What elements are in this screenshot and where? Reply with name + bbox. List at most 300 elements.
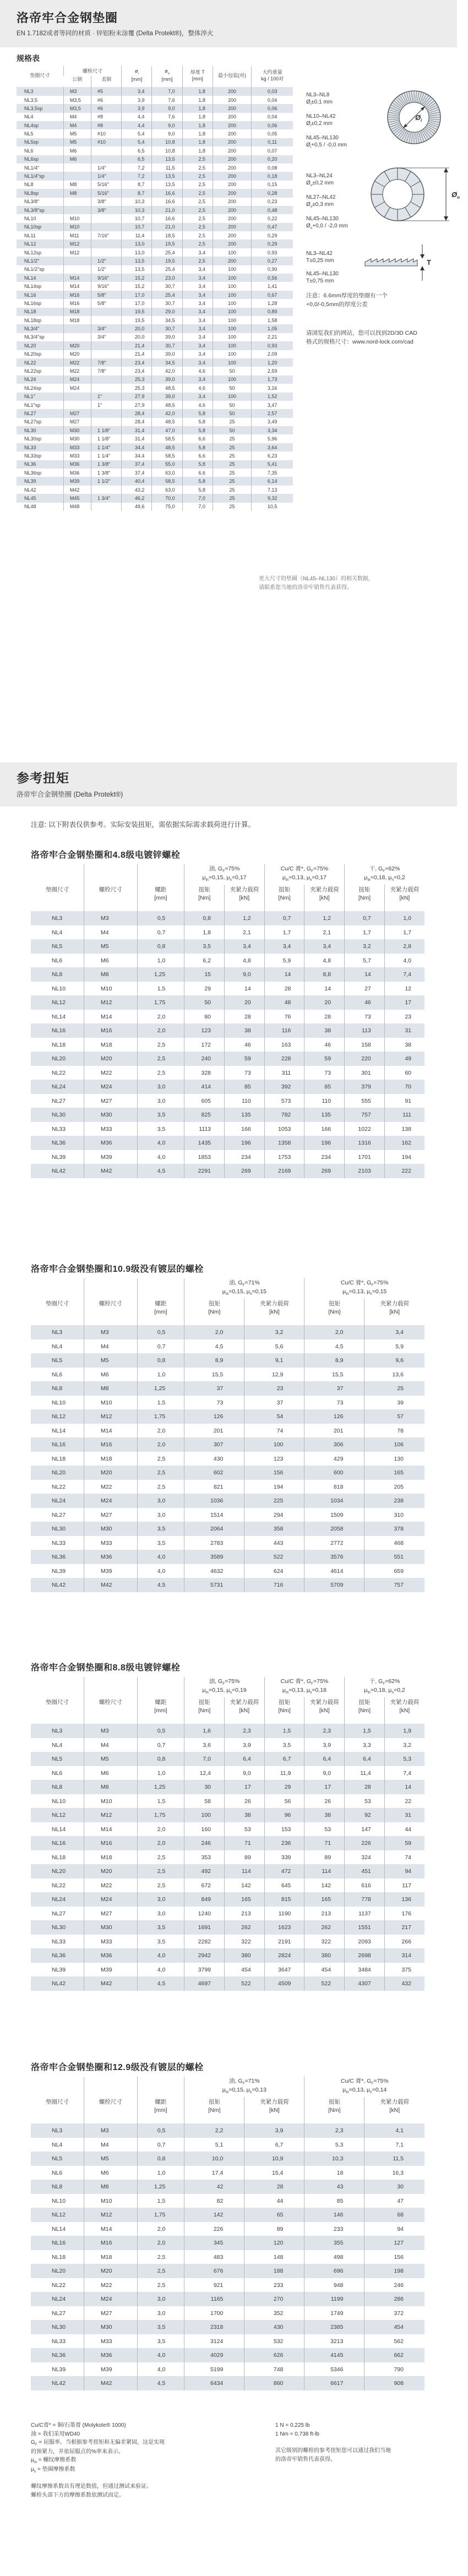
cell: 3,4 — [182, 324, 213, 333]
cell: 4,1 — [364, 2123, 425, 2138]
cell: 4,5 — [304, 1339, 364, 1354]
cell: 85 — [304, 2194, 364, 2208]
cell: 262 — [304, 1920, 345, 1935]
cell: 12,9 — [244, 1368, 304, 1382]
cell: 25 — [213, 486, 251, 494]
cell: 2,5 — [137, 1850, 184, 1865]
cell: 49,6 — [122, 503, 152, 511]
cell: 3,4 — [182, 341, 213, 350]
cell: 3799 — [184, 1963, 225, 1977]
cell: M4 — [84, 2138, 138, 2152]
cell: 2,5 — [182, 223, 213, 231]
cell: NL33 — [24, 444, 36, 450]
cell — [63, 393, 91, 401]
cell: 3,4 — [182, 291, 213, 299]
cell: 46 — [225, 1038, 265, 1052]
table-row — [31, 1466, 425, 1480]
table-row — [31, 1325, 425, 1339]
cell: 522 — [225, 1976, 265, 1991]
cell: 1,75 — [137, 2208, 184, 2222]
cell: 85 — [304, 1080, 345, 1094]
cell: 2,5 — [137, 1878, 184, 1893]
table-row — [31, 1038, 425, 1052]
cell: 49 — [384, 1052, 425, 1066]
table-row — [31, 1164, 425, 1178]
cell: 166 — [225, 1122, 265, 1136]
table-row — [31, 2194, 425, 2208]
cell: 3576 — [304, 1550, 364, 1564]
table-row — [17, 393, 293, 401]
cell: NL22 — [52, 1483, 66, 1490]
cell: 21,4 — [122, 341, 152, 350]
cell: M16 — [63, 299, 91, 307]
cell: NL22 — [52, 1069, 66, 1076]
cell: M27 — [84, 2306, 138, 2321]
cell: 3,2 — [244, 1325, 304, 1339]
cell: 37 — [304, 1381, 364, 1396]
cell: 18 — [304, 2166, 364, 2180]
cell: 50 — [184, 995, 225, 1010]
col-header-clamp-load: 夹紧力载荷 [kN] — [384, 885, 425, 911]
cell: 0,93 — [252, 248, 293, 257]
cell: NL8 — [52, 971, 63, 978]
cell: 1,8 — [182, 96, 213, 104]
cell: NL5sp — [24, 139, 39, 145]
cell: 3,4 — [182, 308, 213, 316]
cell: 234 — [225, 1150, 265, 1164]
cell: 205 — [364, 1480, 425, 1494]
cell: 246 — [184, 1836, 225, 1850]
cell: 14 — [264, 967, 304, 982]
cell: 3,0 — [137, 1094, 184, 1108]
cell: 10,3 — [122, 206, 152, 214]
cell: 200 — [213, 181, 251, 189]
cell: 6,4 — [304, 1752, 345, 1766]
cell: M14 — [63, 282, 91, 290]
table-row — [31, 2180, 425, 2194]
cell: 246 — [364, 2278, 425, 2292]
table-row — [17, 341, 293, 350]
cell: 38 — [304, 1808, 345, 1822]
cell: 4,8 — [304, 954, 345, 968]
cell: NL1/2″sp — [24, 266, 45, 273]
cell: 306 — [304, 1437, 364, 1452]
cell: 2,3 — [304, 1724, 345, 1738]
cell: 4,0 — [137, 2348, 184, 2362]
cell: 2,0 — [137, 1822, 184, 1837]
cell: 4,0 — [137, 1564, 184, 1578]
cell: NL1/4″ — [24, 165, 40, 171]
cell: NL24 — [52, 1497, 66, 1505]
table-row — [31, 1766, 425, 1780]
cell: 165 — [304, 1892, 345, 1907]
cell: NL20 — [52, 2268, 66, 2275]
cell: 1 1/4″ — [91, 451, 122, 460]
cell: 50 — [213, 401, 251, 409]
cell: 3/4″ — [91, 324, 122, 333]
lubrication-condition-header: Cu/C 膏*, $G_F=75\%$ $\mu_{th}=0,13$, $\mu_h=0,15$ — [304, 1278, 425, 1299]
cell: M39 — [84, 1564, 138, 1578]
table-row — [31, 1948, 425, 1963]
tolerance-label: NL10–NL42 $Ø_i\pm 0,2$ mm — [306, 113, 336, 128]
cell: 6,23 — [252, 451, 293, 460]
cell: 200 — [213, 138, 251, 146]
cell: M4 — [63, 113, 91, 121]
cell: 2,5 — [182, 239, 213, 248]
cell: 4697 — [184, 1976, 225, 1991]
cell: 156 — [364, 2250, 425, 2264]
cell: M5 — [84, 939, 138, 954]
cell: 43,2 — [122, 486, 152, 494]
cell: 1113 — [184, 1122, 225, 1136]
cell: 200 — [213, 223, 251, 231]
cell: 200 — [213, 231, 251, 239]
cell: 238 — [364, 1494, 425, 1508]
cell: 100 — [213, 299, 251, 307]
table-row — [17, 129, 293, 138]
cell: NL3 — [52, 1329, 63, 1336]
table-row — [31, 1494, 425, 1508]
cell: 7,13 — [252, 486, 293, 494]
text-line: 1 Nm = 0,738 ft-lb — [275, 2431, 319, 2437]
cell: 37 — [244, 1396, 304, 1410]
table-row — [31, 1480, 425, 1494]
cell: NL3 — [52, 1728, 63, 1735]
cell: NL30 — [52, 2324, 66, 2331]
cell: 20,0 — [122, 324, 152, 333]
lubrication-condition-header: 干, $G_F=62\%$ $\mu_{th}=0,18$, $\mu_h=0,2$ — [345, 864, 425, 885]
cell: 200 — [213, 189, 251, 197]
cell: M8 — [63, 181, 91, 189]
tolerance-label: NL3–NL42 T±0,25 mm — [306, 250, 334, 264]
cell: 0,07 — [252, 146, 293, 155]
cell: 21,0 — [152, 223, 182, 231]
cell: 55,0 — [152, 460, 182, 469]
cell: M24 — [84, 1080, 138, 1094]
cell: NL24 — [24, 377, 36, 383]
cell: 778 — [345, 1892, 385, 1907]
cell — [91, 409, 122, 417]
cell: 3,9 — [122, 96, 152, 104]
outer-diameter-symbol: $Ø_o$ — [451, 190, 460, 200]
cell: 0,7 — [137, 2138, 184, 2152]
cell: 5/8″ — [91, 299, 122, 307]
cell: NL12 — [52, 2212, 66, 2219]
table-row — [31, 1963, 425, 1977]
cell: 1700 — [184, 2306, 244, 2321]
cell — [91, 384, 122, 392]
cell: 573 — [264, 1094, 304, 1108]
cell: M16 — [63, 291, 91, 299]
cell: M5 — [63, 129, 91, 138]
cell: 29,0 — [152, 308, 182, 316]
cell: 314 — [384, 1948, 425, 1963]
cell: 158 — [345, 1038, 385, 1052]
cell: 48,5 — [152, 418, 182, 426]
table-row — [31, 1536, 425, 1550]
cell: 34,4 — [122, 451, 152, 460]
cell: 2,5 — [137, 2250, 184, 2264]
cell: 5,1 — [184, 2138, 244, 2152]
cell: 451 — [345, 1864, 385, 1878]
cell: 46 — [304, 1038, 345, 1052]
cell: NL14 — [52, 1013, 66, 1020]
cell: 4,4 — [122, 113, 152, 121]
cell: 25,4 — [152, 265, 182, 274]
tolerance-label: NL45–NL130 $Ø_i+0,5 / -0,0$ mm — [306, 135, 347, 150]
text-line: 的洛帝牢销售代表获得。 — [275, 2456, 336, 2463]
cell: M22 — [63, 367, 91, 375]
cell: 1165 — [184, 2292, 244, 2306]
cell: NL10sp — [24, 224, 42, 230]
col-header-bolt-size: 螺栓尺寸 — [84, 1697, 138, 1724]
cell: 2,2 — [184, 2123, 244, 2138]
cell: 31 — [384, 1808, 425, 1822]
cell: 236 — [264, 1836, 304, 1850]
cell: M6 — [63, 155, 91, 164]
table-row — [17, 358, 293, 367]
cell: 38 — [225, 1023, 265, 1038]
cell: 4,6 — [182, 384, 213, 392]
table-row — [17, 214, 293, 222]
cell: 26 — [304, 1794, 345, 1809]
col-header-bolt-size: 螺栓尺寸 — [63, 66, 121, 76]
cell: 860 — [244, 2376, 304, 2390]
cell: 1,0 — [137, 2166, 184, 2180]
cell: 0,7 — [137, 1339, 184, 1354]
cell: M22 — [84, 1066, 138, 1080]
cell: 2,0 — [137, 1437, 184, 1452]
spacer — [84, 1278, 138, 1299]
thickness-tolerance-note — [306, 292, 456, 309]
cell: NL42 — [52, 1980, 66, 1987]
cell: M30 — [84, 2320, 138, 2334]
torque-table-grade-10-9 — [31, 1278, 425, 1592]
cell: 17,0 — [122, 291, 152, 299]
cell: 676 — [184, 2264, 244, 2278]
cell: M3 — [84, 2123, 138, 2138]
cell: M30 — [84, 1522, 138, 1536]
cell: NL3 — [52, 915, 63, 922]
cell: 16,3 — [364, 2166, 425, 2180]
cell: NL27sp — [24, 419, 42, 425]
cell: 2,0 — [304, 1325, 364, 1339]
cell: 89 — [244, 2222, 304, 2236]
cell: 2,57 — [252, 409, 293, 417]
table-row — [31, 1339, 425, 1354]
cell: NL16 — [52, 2240, 66, 2247]
torque-table-4-title: 洛帝牢合金钢垫圈和12.9级没有镀层的螺栓 — [31, 2063, 204, 2072]
cell: 2,5 — [182, 214, 213, 222]
cell: M48 — [63, 503, 91, 511]
cell: 0,89 — [252, 308, 293, 316]
text-line: 螺纹摩擦系数具有理论数值，但通过测试来验证。 — [31, 2484, 152, 2490]
cell: 163 — [264, 1038, 304, 1052]
cell: 200 — [213, 104, 251, 112]
cell — [63, 172, 91, 180]
cell: 4,0 — [137, 2362, 184, 2377]
cell: 5,8 — [182, 418, 213, 426]
cell: NL1″sp — [24, 402, 41, 408]
cell: 25,4 — [152, 248, 182, 257]
table-row — [17, 486, 293, 494]
cell: 9,0 — [152, 129, 182, 138]
cell: 217 — [384, 1920, 425, 1935]
cell: M24 — [84, 1892, 138, 1907]
cell: 198 — [364, 2264, 425, 2278]
table-row — [17, 426, 293, 434]
cell: NL33 — [52, 1125, 66, 1132]
cell: 4614 — [304, 1564, 364, 1578]
cell: M39 — [63, 477, 91, 485]
cell: 110 — [304, 1094, 345, 1108]
cell: 266 — [384, 1935, 425, 1949]
cell: 130 — [364, 1452, 425, 1466]
cell: 3,6 — [184, 1738, 225, 1752]
cell: NL10 — [52, 2197, 66, 2204]
cell: NL22 — [52, 1882, 66, 1889]
cell: 6617 — [304, 2376, 364, 2390]
col-header-clamp-load: 夹紧力载荷 [kN] — [304, 1697, 345, 1724]
text-line — [31, 2474, 268, 2482]
page-subtitle: EN 1.7182或者等同的材质 · 锌铝粉末涂覆 (Delta Protekt®)，整体淬火 — [17, 30, 214, 37]
text-line: 螺栓头部下方的摩擦系数依测试而定。 — [31, 2492, 124, 2498]
torque-table-2-title: 洛帝牢合金钢垫圈和10.9级没有镀层的螺栓 — [31, 1265, 204, 1274]
cell: NL36 — [52, 1140, 66, 1147]
cell: 44 — [384, 1822, 425, 1837]
cell: 286 — [364, 2292, 425, 2306]
cell: 196 — [225, 1136, 265, 1150]
cell: 3,2 — [345, 939, 385, 954]
cell: #10 — [91, 129, 122, 138]
cell: 3,4 — [264, 939, 304, 954]
cell: 71 — [225, 1836, 265, 1850]
cell: 16,6 — [152, 189, 182, 197]
cell: 5,7 — [345, 954, 385, 968]
cell: 2,0 — [137, 1836, 184, 1850]
cell: 378 — [364, 1522, 425, 1536]
torque-disclaimer-note: 注意: 以下附表仅供参考。实际安装扭矩，需依据实际需求载荷进行计算。 — [31, 821, 255, 829]
table-row — [31, 1976, 425, 1991]
cell: 16,6 — [152, 214, 182, 222]
cell: 166 — [304, 1122, 345, 1136]
cell: 234 — [304, 1150, 345, 1164]
cell: 9,32 — [252, 494, 293, 502]
lubrication-condition-header: Cu/C 膏*, $G_F=75\%$ $\mu_{th}=0,13$, $\mu_h=0,18$ — [264, 1677, 344, 1697]
cell: 1,5 — [137, 1794, 184, 1809]
cell: NL4 — [52, 1343, 63, 1350]
cell: 1036 — [184, 1494, 244, 1508]
cell: 96 — [264, 1808, 304, 1822]
cell: 100 — [213, 308, 251, 316]
table-row — [17, 164, 293, 172]
cell: 44 — [244, 2194, 304, 2208]
cell: NL3/8″sp — [24, 207, 45, 213]
table-row — [17, 308, 293, 316]
cad-download-note — [306, 329, 457, 347]
cell: 2385 — [304, 2320, 364, 2334]
cell: M30 — [84, 1108, 138, 1122]
table-row — [31, 911, 425, 925]
table-row — [31, 1794, 425, 1809]
cell: 301 — [345, 1066, 385, 1080]
torque-table-head — [31, 864, 425, 911]
cell: 3,4 — [182, 375, 213, 384]
cell: 0,8 — [137, 1353, 184, 1368]
cell: 5731 — [184, 1578, 244, 1592]
cell: 5/8″ — [91, 291, 122, 299]
cell: 4632 — [184, 1564, 244, 1578]
cell: 1,0 — [384, 911, 425, 925]
cell: 3,0 — [137, 1508, 184, 1522]
cell — [63, 324, 91, 333]
cell: NL8 — [52, 2183, 63, 2191]
cell: 10,0 — [184, 2152, 244, 2166]
cell: NL16sp — [24, 300, 42, 306]
cell: 1,8 — [184, 925, 225, 940]
cell: 11,4 — [122, 231, 152, 239]
cell: 375 — [384, 1963, 425, 1977]
torque-table-grade-12-9 — [31, 2077, 425, 2390]
cell: NL30 — [24, 427, 36, 433]
cell: 3,9 — [244, 2123, 304, 2138]
page-title: 洛帝牢合金钢垫圈 — [17, 11, 118, 25]
cell: M8 — [84, 1780, 138, 1794]
lubrication-condition-header: 油, $G_F=71\%$ $\mu_{th}=0,15$, $\mu_h=0,15$ — [184, 1278, 304, 1299]
cell: 156 — [244, 1466, 304, 1480]
cell: 17,4 — [184, 2166, 244, 2180]
cell: 7,4 — [384, 967, 425, 982]
cell: NL8 — [52, 1784, 63, 1791]
cell: M22 — [84, 1480, 138, 1494]
cell: NL6 — [52, 1371, 63, 1378]
cell: 30 — [184, 1780, 225, 1794]
cell: 6,14 — [252, 477, 293, 485]
cell: 1,41 — [252, 282, 293, 290]
cell: M4 — [84, 925, 138, 940]
cell: 782 — [264, 1108, 304, 1122]
cell: 58,5 — [152, 434, 182, 443]
cell: M12 — [63, 239, 91, 248]
cell: 1,8 — [182, 104, 213, 112]
cell: 3,4 — [364, 1325, 425, 1339]
cell: M5 — [63, 138, 91, 146]
cell — [91, 155, 122, 164]
cell: 2,5 — [182, 189, 213, 197]
cell: 1034 — [304, 1494, 364, 1508]
table-row — [17, 367, 293, 375]
col-header-torque: 扭矩 [Nm] — [304, 1299, 364, 1325]
cell: 10,3 — [304, 2152, 364, 2166]
cell — [91, 503, 122, 511]
cell: 1316 — [345, 1136, 385, 1150]
cell: 2064 — [184, 1522, 244, 1536]
cell: 0,29 — [252, 239, 293, 248]
cell: 3213 — [304, 2334, 364, 2349]
table-row — [17, 155, 293, 164]
cell: 38 — [384, 1038, 425, 1052]
cell: 3,34 — [252, 426, 293, 434]
cell: NL6 — [52, 2169, 63, 2176]
cell: 443 — [244, 1536, 304, 1550]
cell: 2,5 — [137, 1052, 184, 1066]
cell: 0,15 — [252, 181, 293, 189]
cell: 53 — [304, 1822, 345, 1837]
cell: 200 — [213, 206, 251, 214]
cell: 5,9 — [364, 1339, 425, 1354]
cell: 12,4 — [184, 1766, 225, 1780]
cell: 50 — [213, 426, 251, 434]
